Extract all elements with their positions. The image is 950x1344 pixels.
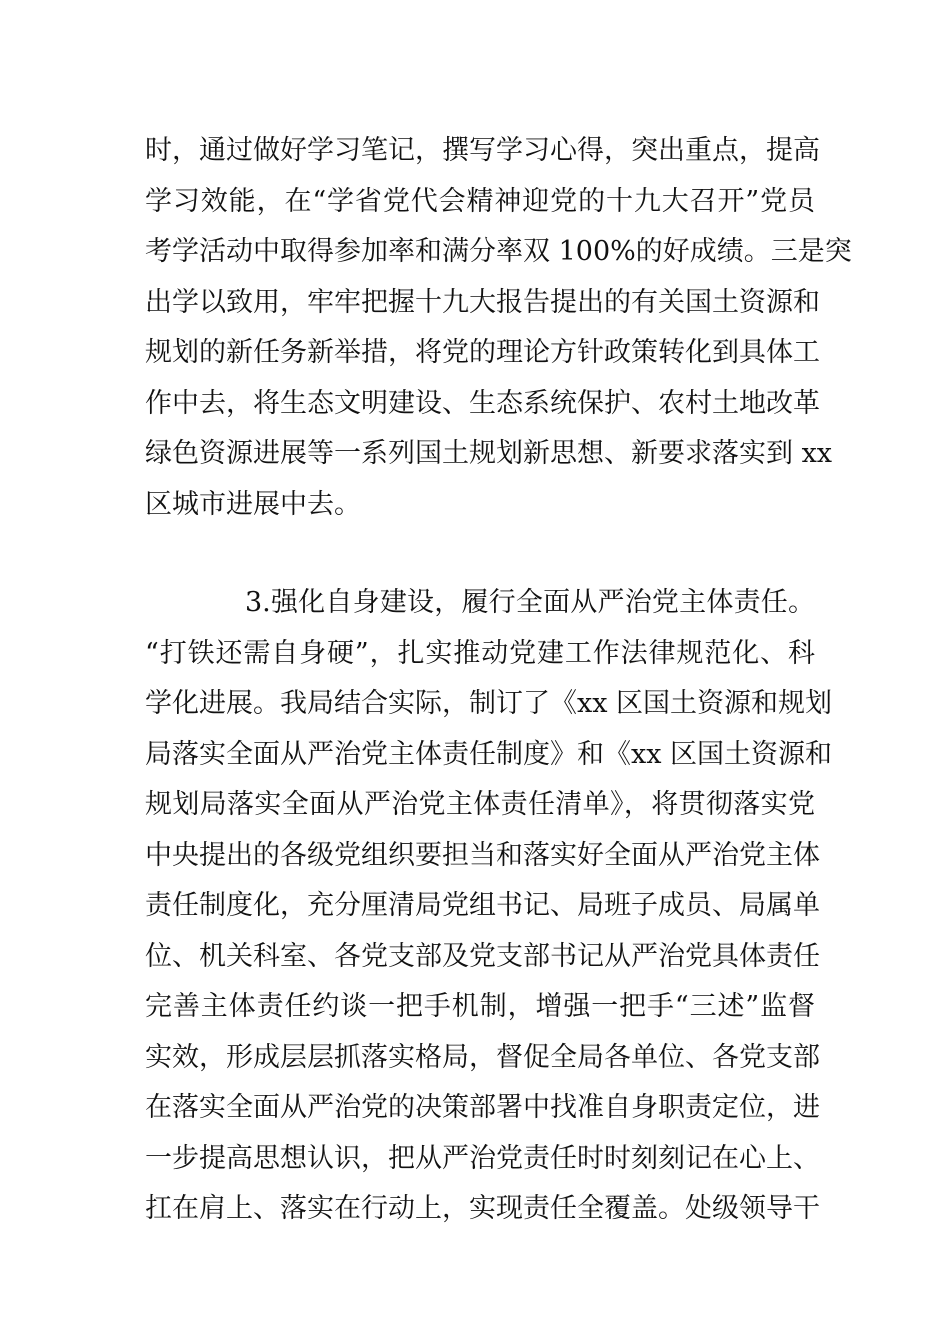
text-line: 绿色资源进展等一系列国土规划新思想、新要求落实到 xx [145,438,833,469]
text-line: 规划的新任务新举措，将党的理论方针政策转化到具体工 [145,337,820,368]
section-heading-line: 3.强化自身建设，履行全面从严治党主体责任。 [245,587,815,618]
text-line: 责任制度化，充分厘清局党组书记、局班子成员、局属单 [145,890,820,921]
text-line: “打铁还需自身硬”，扎实推动党建工作法律规范化、科 [145,637,815,669]
paragraph-1 [145,126,852,530]
text-line: 区城市进展中去。 [145,488,361,520]
text-line: 位、机关科室、各党支部及党支部书记从严治党具体责任 [145,940,820,972]
text-line: 实效，形成层层抓落实格局，督促全局各单位、各党支部 [145,1041,820,1073]
text-line: 规划局落实全面从严治党主体责任清单》，将贯彻落实党 [145,789,815,820]
text-line: 在落实全面从严治党的决策部署中找准自身职责定位，进 [145,1092,820,1123]
text-line: 学化进展。我局结合实际，制订了《xx 区国土资源和规划 [145,688,833,719]
text-line: 中央提出的各级党组织要担当和落实好全面从严治党主体 [145,839,820,871]
text-line: 作中去，将生态文明建设、生态系统保护、农村土地改革 [145,387,820,419]
text-line: 扛在肩上、落实在行动上，实现责任全覆盖。处级领导干 [145,1193,820,1224]
text-line: 局落实全面从严治党主体责任制度》和《xx 区国土资源和 [145,738,833,770]
text-line: 考学活动中取得参加率和满分率双 100%的好成绩。三是突 [145,236,852,267]
text-line: 出学以致用，牢牢把握十九大报告提出的有关国土资源和 [145,286,820,318]
paragraph-2 [145,578,833,1235]
text-line: 时，通过做好学习笔记，撰写学习心得，突出重点，提高 [145,135,820,166]
text-line: 学习效能，在“学省党代会精神迎党的十九大召开”党员 [145,185,815,217]
text-line: 完善主体责任约谈一把手机制，增强一把手“三述”监督 [145,991,815,1022]
text-line: 一步提高思想认识，把从严治党责任时时刻刻记在心上、 [145,1142,820,1174]
